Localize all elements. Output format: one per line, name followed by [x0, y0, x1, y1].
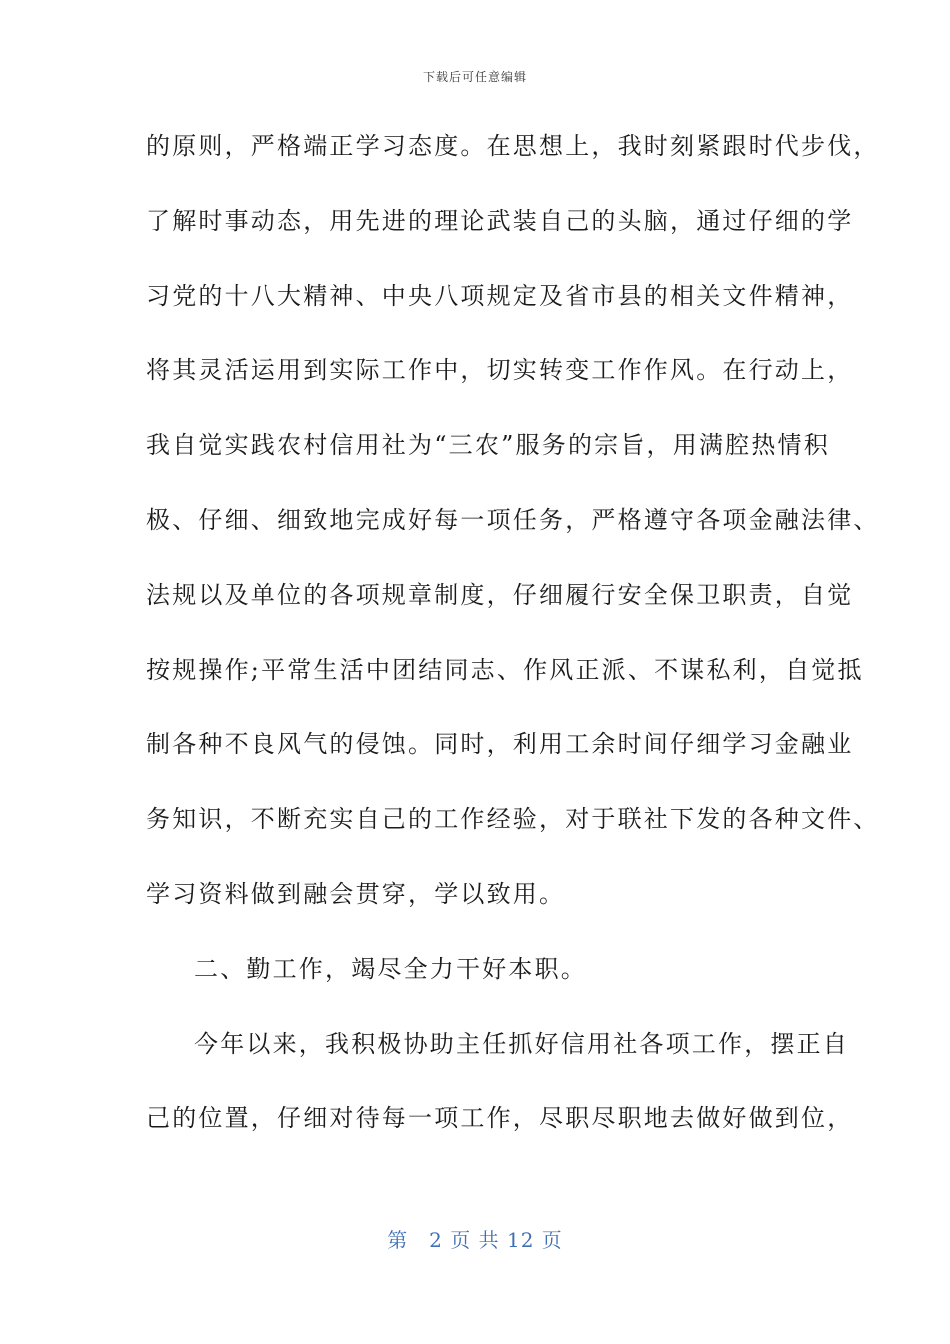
body-line: 的原则，严格端正学习态度。在思想上，我时刻紧跟时代步伐， — [146, 132, 880, 160]
body-line: 我自觉实践农村信用社为“三农”服务的宗旨，用满腔热情积 — [146, 431, 830, 460]
body-line: 今年以来，我积极协助主任抓好信用社各项工作，摆正自 — [194, 1029, 849, 1058]
body-line: 法规以及单位的各项规章制度，仔细履行安全保卫职责，自觉 — [146, 580, 854, 609]
page-number: 第 2 页 共 12 页 — [387, 1228, 563, 1252]
document-body — [146, 124, 880, 1171]
body-line: 学习资料做到融会贯穿，学以致用。 — [146, 879, 566, 908]
body-line: 按规操作;平常生活中团结同志、作风正派、不谋私利，自觉抵 — [146, 655, 864, 684]
body-line: 了解时事动态，用先进的理论武装自己的头脑，通过仔细的学 — [146, 206, 854, 235]
body-line: 将其灵活运用到实际工作中，切实转变工作作风。在行动上， — [146, 356, 854, 385]
body-line: 制各种不良风气的侵蚀。同时，利用工余时间仔细学习金融业 — [146, 730, 854, 759]
body-line: 务知识，不断充实自己的工作经验，对于联社下发的各种文件、 — [146, 805, 880, 834]
section-heading: 二、勤工作，竭尽全力干好本职。 — [194, 954, 587, 983]
body-line: 极、仔细、细致地完成好每一项任务，严格遵守各项金融法律、 — [146, 505, 880, 534]
body-line: 己的位置，仔细对待每一项工作，尽职尽职地去做好做到位， — [146, 1104, 854, 1133]
page-header-note: 下载后可任意编辑 — [422, 70, 527, 84]
body-line: 习党的十八大精神、中央八项规定及省市县的相关文件精神， — [146, 281, 854, 310]
